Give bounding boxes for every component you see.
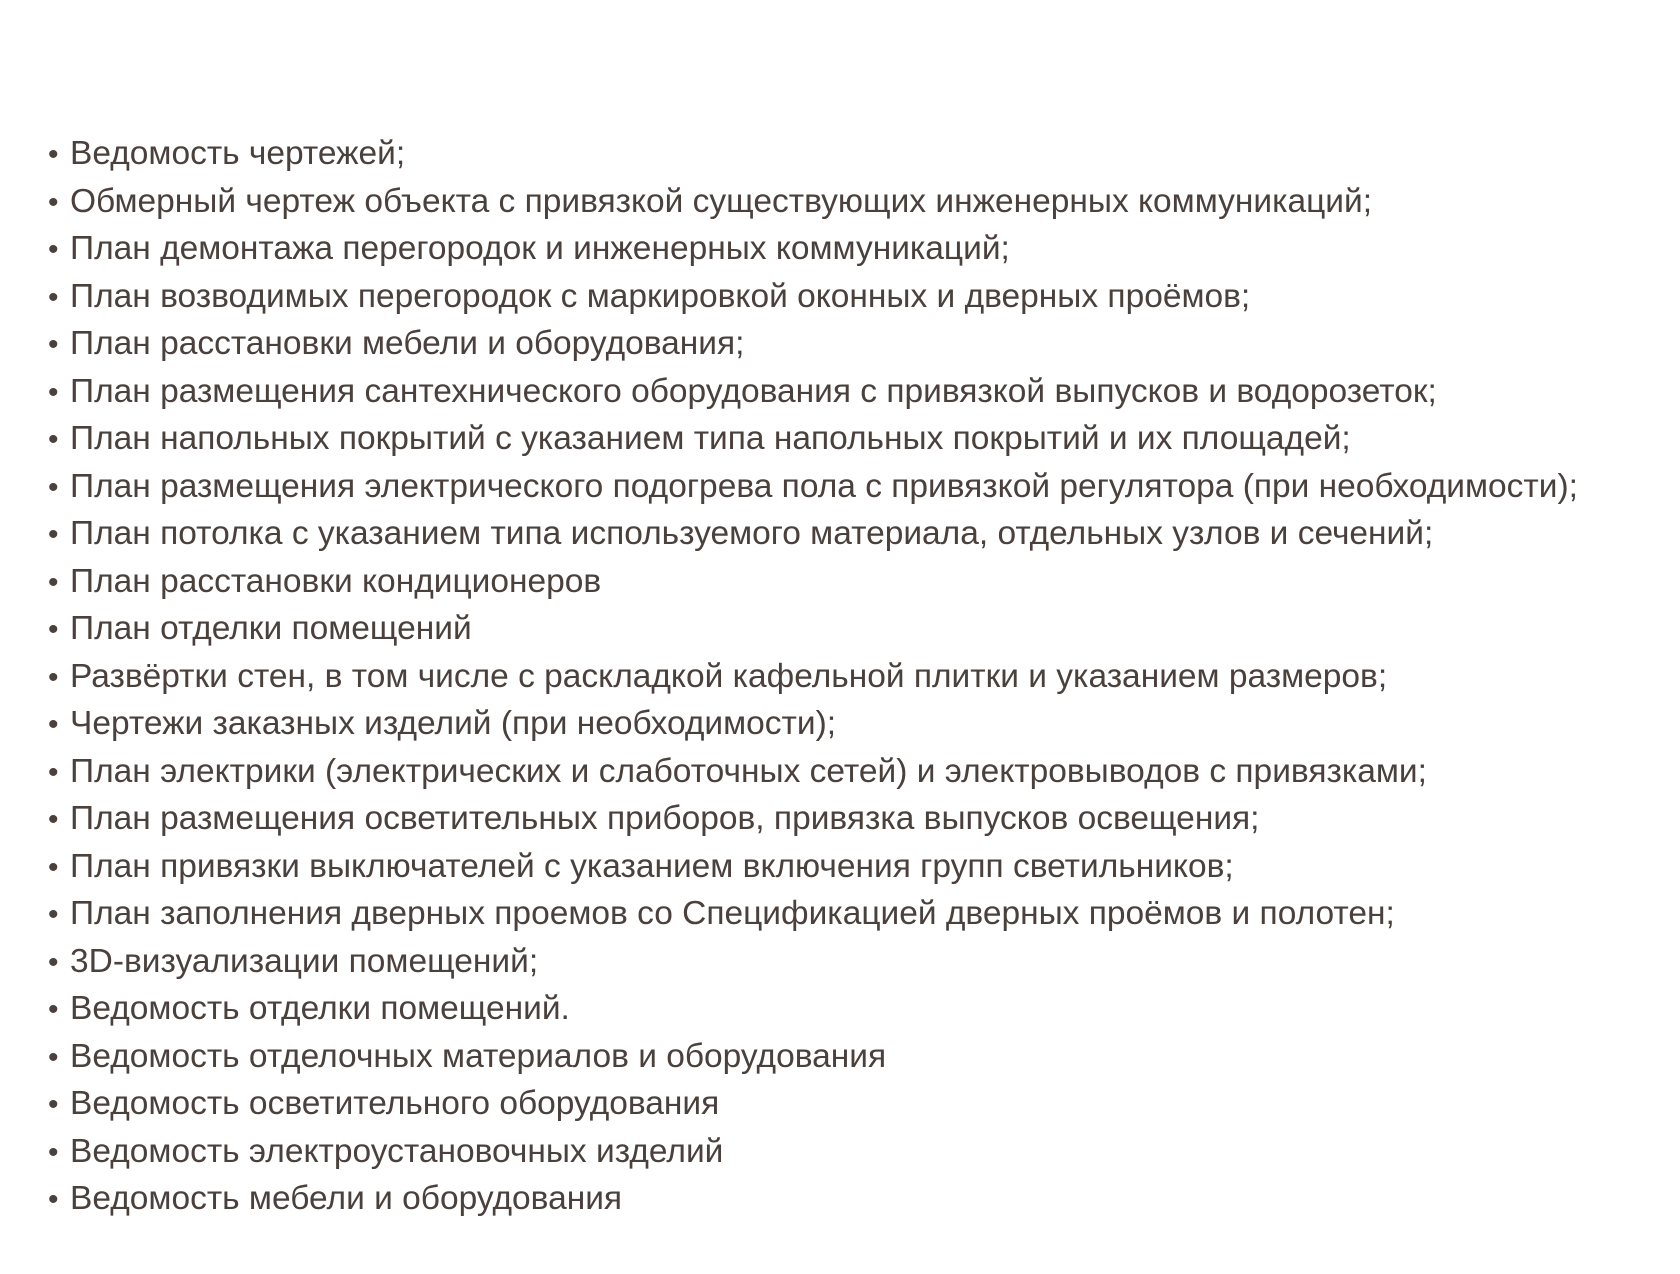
list-item <box>48 320 1668 368</box>
list-item <box>48 1080 1668 1128</box>
list-item-text: План электрики (электрических и слаботочных сетей) и электровыводов с привязками; <box>70 752 1427 790</box>
bullet: • <box>48 423 59 456</box>
list-item <box>48 1128 1668 1176</box>
bullet: • <box>48 945 59 979</box>
list-item <box>48 1175 1668 1223</box>
bullet: • <box>48 185 59 219</box>
list-item-text: 3D-визуализации помещений; <box>70 942 539 980</box>
bullet: • <box>48 898 59 931</box>
list-item-text: План размещения осветительных приборов, привязка выпусков освещения; <box>70 800 1260 837</box>
bullet: • <box>48 138 59 171</box>
list-item <box>48 463 1668 511</box>
bullet: • <box>48 470 59 504</box>
bullet: • <box>48 613 59 646</box>
list-item-text: Ведомость мебели и оборудования <box>70 1180 623 1217</box>
list-item <box>48 605 1668 653</box>
bullet: • <box>48 328 59 361</box>
bullet: • <box>48 518 59 551</box>
list-item <box>48 653 1668 701</box>
list-item <box>48 368 1668 416</box>
list-item-text: Ведомость отделки помещений. <box>70 990 570 1027</box>
list-item <box>48 415 1668 463</box>
bullet: • <box>48 375 59 409</box>
bullet: • <box>48 280 59 314</box>
list-item <box>48 510 1668 558</box>
list-item <box>48 700 1668 748</box>
list-item-text: План отделки помещений <box>70 610 472 647</box>
list-item <box>48 558 1668 606</box>
bullet: • <box>48 708 59 741</box>
list-item-text: План расстановки кондиционеров <box>70 562 602 600</box>
list-item <box>48 273 1668 321</box>
bullet: • <box>48 565 59 599</box>
bullet: • <box>48 660 59 694</box>
list-item <box>48 890 1668 938</box>
bullet: • <box>48 755 59 789</box>
list-item <box>48 795 1668 843</box>
list-item-text: План демонтажа перегородок и инженерных коммуникаций; <box>70 230 1010 267</box>
list-item-text: План размещения электрического подогрева пола с привязкой регулятора (при необходимости); <box>70 467 1578 505</box>
list-item <box>48 985 1668 1033</box>
list-item-text: План размещения сантехнического оборудования с привязкой выпусков и водорозеток; <box>70 372 1437 410</box>
list-item <box>48 225 1668 273</box>
bullet: • <box>48 1135 59 1169</box>
list-item-text: План напольных покрытий с указанием типа напольных покрытий и их площадей; <box>70 420 1351 457</box>
list-item-text: Ведомость осветительного оборудования <box>70 1085 720 1122</box>
list-item <box>48 130 1668 178</box>
list-item-text: Ведомость чертежей; <box>70 135 406 172</box>
bullet: • <box>48 1183 59 1216</box>
list-item <box>48 748 1668 796</box>
bullet: • <box>48 1040 59 1074</box>
list-item-text: Ведомость отделочных материалов и оборудования <box>70 1037 887 1075</box>
list-item <box>48 1033 1668 1081</box>
list-item <box>48 938 1668 986</box>
list-item-text: Обмерный чертеж объекта с привязкой существующих инженерных коммуникаций; <box>70 182 1373 220</box>
list-item <box>48 843 1668 891</box>
list-item-text: Развёртки стен, в том числе с раскладкой кафельной плитки и указанием размеров; <box>70 657 1388 695</box>
list-item-text: План расстановки мебели и оборудования; <box>70 325 745 362</box>
list-item-text: План потолка с указанием типа используемого материала, отдельных узлов и сечений; <box>70 515 1434 552</box>
list-item-text: Ведомость электроустановочных изделий <box>70 1132 724 1170</box>
bullet: • <box>48 233 59 266</box>
bullet: • <box>48 1088 59 1121</box>
list-item-text: План заполнения дверных проемов со Спецификацией дверных проёмов и полотен; <box>70 895 1395 932</box>
bullet: • <box>48 803 59 836</box>
bullet: • <box>48 850 59 884</box>
bullet: • <box>48 993 59 1026</box>
list-item-text: План привязки выключателей с указанием включения групп светильников; <box>70 847 1234 885</box>
list-item <box>48 178 1668 226</box>
list-item-text: Чертежи заказных изделий (при необходимости); <box>70 705 837 742</box>
list-item-text: План возводимых перегородок с маркировкой оконных и дверных проёмов; <box>70 277 1251 315</box>
document-list <box>48 130 1668 1223</box>
